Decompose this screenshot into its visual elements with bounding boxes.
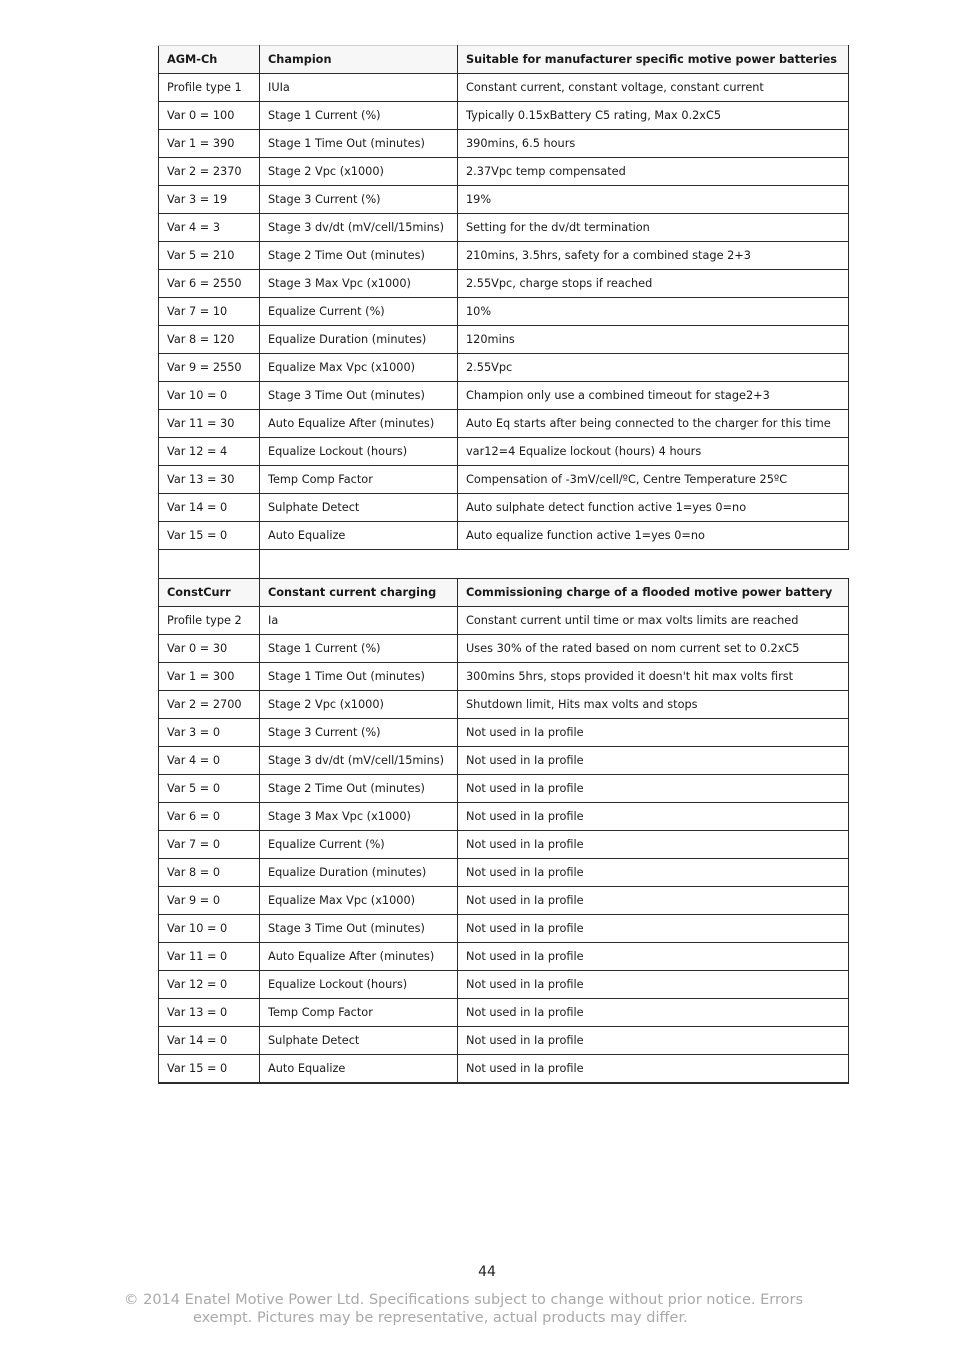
- table-cell: Sulphate Detect: [260, 494, 458, 522]
- table-cell: Var 1 = 390: [159, 130, 260, 158]
- table-cell: Var 9 = 0: [159, 887, 260, 915]
- table-cell: Var 14 = 0: [159, 494, 260, 522]
- table-cell: Not used in Ia profile: [458, 1055, 849, 1084]
- table-cell: Stage 1 Time Out (minutes): [260, 130, 458, 158]
- table-row: [159, 803, 849, 831]
- table-cell: Stage 2 Vpc (x1000): [260, 158, 458, 186]
- table-row: [159, 663, 849, 691]
- table-cell: Var 2 = 2700: [159, 691, 260, 719]
- table-cell: Var 6 = 2550: [159, 270, 260, 298]
- copyright-footer: [120, 1291, 820, 1327]
- table-row: [159, 635, 849, 663]
- table-cell: IUIa: [260, 74, 458, 102]
- agm-table-body: [159, 46, 849, 550]
- table-cell: Stage 3 Max Vpc (x1000): [260, 270, 458, 298]
- table-cell: Var 5 = 210: [159, 242, 260, 270]
- table-cell: Stage 3 Time Out (minutes): [260, 915, 458, 943]
- table-cell: Not used in Ia profile: [458, 915, 849, 943]
- table-cell: Var 10 = 0: [159, 915, 260, 943]
- table-cell: Var 12 = 0: [159, 971, 260, 999]
- table-cell: 390mins, 6.5 hours: [458, 130, 849, 158]
- table-cell: Var 10 = 0: [159, 382, 260, 410]
- table-cell: Not used in Ia profile: [458, 831, 849, 859]
- footer-line-1: © 2014 Enatel Motive Power Ltd. Specifications subject to change without prior notice. Errors: [124, 1292, 804, 1308]
- table-cell: Ia: [260, 607, 458, 635]
- table-cell: Var 7 = 10: [159, 298, 260, 326]
- table-cell: Var 7 = 0: [159, 831, 260, 859]
- table-cell: Var 11 = 30: [159, 410, 260, 438]
- table-row: [159, 1027, 849, 1055]
- table-row: [159, 999, 849, 1027]
- table-row: [159, 270, 849, 298]
- table-row: [159, 719, 849, 747]
- table-cell: Var 2 = 2370: [159, 158, 260, 186]
- table-row: [159, 354, 849, 382]
- table-cell: 300mins 5hrs, stops provided it doesn't hit max volts first: [458, 663, 849, 691]
- table-cell: Var 8 = 0: [159, 859, 260, 887]
- table-row: [159, 971, 849, 999]
- table-cell: Setting for the dv/dt termination: [458, 214, 849, 242]
- table-cell: Var 3 = 19: [159, 186, 260, 214]
- table-cell: Var 13 = 30: [159, 466, 260, 494]
- table-cell: Not used in Ia profile: [458, 747, 849, 775]
- table-cell: Var 11 = 0: [159, 943, 260, 971]
- table-cell: Stage 1 Current (%): [260, 635, 458, 663]
- table-cell: Auto sulphate detect function active 1=yes 0=no: [458, 494, 849, 522]
- table-row: [159, 775, 849, 803]
- table-cell: Sulphate Detect: [260, 1027, 458, 1055]
- table-cell: Not used in Ia profile: [458, 775, 849, 803]
- table-row: [159, 859, 849, 887]
- table-cell: Champion only use a combined timeout for stage2+3: [458, 382, 849, 410]
- table-row: [159, 326, 849, 354]
- table-cell: Var 4 = 0: [159, 747, 260, 775]
- table-cell: 120mins: [458, 326, 849, 354]
- table-cell: Equalize Max Vpc (x1000): [260, 354, 458, 382]
- table-row: [159, 438, 849, 466]
- footer-line-2: exempt. Pictures may be representative, actual products may differ.: [193, 1310, 688, 1326]
- table-cell: 2.55Vpc: [458, 354, 849, 382]
- table-row: [159, 943, 849, 971]
- table-cell: Var 0 = 100: [159, 102, 260, 130]
- table-cell: Not used in Ia profile: [458, 887, 849, 915]
- table-cell: Equalize Lockout (hours): [260, 438, 458, 466]
- table-header-row: [159, 46, 849, 74]
- table-cell: Var 6 = 0: [159, 803, 260, 831]
- table-cell: Profile type 1: [159, 74, 260, 102]
- constant-current-profile-table: [158, 578, 849, 1084]
- agm-charge-profile-table: [158, 45, 849, 550]
- table-cell: Auto Equalize: [260, 1055, 458, 1084]
- table-header-row: [159, 579, 849, 607]
- table-cell: Stage 3 dv/dt (mV/cell/15mins): [260, 214, 458, 242]
- table-cell: 210mins, 3.5hrs, safety for a combined stage 2+3: [458, 242, 849, 270]
- page-number: 44: [478, 1264, 496, 1280]
- table-row: [159, 915, 849, 943]
- table-row: [159, 102, 849, 130]
- column-header: Constant current charging: [260, 579, 458, 607]
- table-cell: Not used in Ia profile: [458, 803, 849, 831]
- table-cell: Not used in Ia profile: [458, 719, 849, 747]
- table-row: [159, 74, 849, 102]
- table-cell: 10%: [458, 298, 849, 326]
- table-row: [159, 747, 849, 775]
- column-header: Suitable for manufacturer specific motive power batteries: [458, 46, 849, 74]
- table-cell: Stage 2 Time Out (minutes): [260, 775, 458, 803]
- table-cell: Not used in Ia profile: [458, 999, 849, 1027]
- table-cell: Not used in Ia profile: [458, 1027, 849, 1055]
- table-cell: Stage 1 Current (%): [260, 102, 458, 130]
- table-cell: Constant current, constant voltage, constant current: [458, 74, 849, 102]
- table-cell: Equalize Current (%): [260, 831, 458, 859]
- table-cell: Var 4 = 3: [159, 214, 260, 242]
- table-cell: Auto equalize function active 1=yes 0=no: [458, 522, 849, 550]
- table-row: [159, 410, 849, 438]
- table-cell: Temp Comp Factor: [260, 466, 458, 494]
- table-cell: Stage 3 Current (%): [260, 186, 458, 214]
- table-cell: Equalize Duration (minutes): [260, 859, 458, 887]
- table-cell: Var 15 = 0: [159, 1055, 260, 1084]
- table-cell: Equalize Lockout (hours): [260, 971, 458, 999]
- table-cell: Var 12 = 4: [159, 438, 260, 466]
- table-row: [159, 607, 849, 635]
- table-row: [159, 186, 849, 214]
- table-row: [159, 494, 849, 522]
- column-header: Commissioning charge of a flooded motive power battery: [458, 579, 849, 607]
- table-cell: Var 15 = 0: [159, 522, 260, 550]
- table-row: [159, 831, 849, 859]
- table-row: [159, 382, 849, 410]
- table-cell: Var 8 = 120: [159, 326, 260, 354]
- table-cell: Auto Equalize: [260, 522, 458, 550]
- table-cell: 19%: [458, 186, 849, 214]
- table-row: [159, 158, 849, 186]
- table-cell: Not used in Ia profile: [458, 859, 849, 887]
- table-row: [159, 130, 849, 158]
- table-cell: Stage 3 Max Vpc (x1000): [260, 803, 458, 831]
- table-cell: Profile type 2: [159, 607, 260, 635]
- table-cell: Constant current until time or max volts limits are reached: [458, 607, 849, 635]
- table-row: [159, 466, 849, 494]
- table-cell: 2.37Vpc temp compensated: [458, 158, 849, 186]
- table-cell: Stage 3 dv/dt (mV/cell/15mins): [260, 747, 458, 775]
- table-cell: 2.55Vpc, charge stops if reached: [458, 270, 849, 298]
- column-header: Champion: [260, 46, 458, 74]
- table-row: [159, 691, 849, 719]
- table-cell: Var 3 = 0: [159, 719, 260, 747]
- table-cell: Var 9 = 2550: [159, 354, 260, 382]
- table-cell: Stage 3 Current (%): [260, 719, 458, 747]
- table-cell: Uses 30% of the rated based on nom current set to 0.2xC5: [458, 635, 849, 663]
- table-cell: Var 0 = 30: [159, 635, 260, 663]
- column-header: ConstCurr: [159, 579, 260, 607]
- table-cell: Var 1 = 300: [159, 663, 260, 691]
- table-cell: Stage 2 Vpc (x1000): [260, 691, 458, 719]
- table-cell: var12=4 Equalize lockout (hours) 4 hours: [458, 438, 849, 466]
- table-row: [159, 242, 849, 270]
- table-cell: Var 5 = 0: [159, 775, 260, 803]
- table-cell: Stage 3 Time Out (minutes): [260, 382, 458, 410]
- table-cell: Var 14 = 0: [159, 1027, 260, 1055]
- table-row: [159, 214, 849, 242]
- table-cell: Auto Eq starts after being connected to the charger for this time: [458, 410, 849, 438]
- table-cell: Equalize Current (%): [260, 298, 458, 326]
- table-cell: Not used in Ia profile: [458, 971, 849, 999]
- table-cell: Stage 2 Time Out (minutes): [260, 242, 458, 270]
- table-cell: Compensation of -3mV/cell/ºC, Centre Temperature 25ºC: [458, 466, 849, 494]
- const-table-body: [159, 579, 849, 1084]
- table-cell: Shutdown limit, Hits max volts and stops: [458, 691, 849, 719]
- table-cell: Equalize Duration (minutes): [260, 326, 458, 354]
- table-cell: Stage 1 Time Out (minutes): [260, 663, 458, 691]
- table-row: [159, 1055, 849, 1084]
- table-cell: Equalize Max Vpc (x1000): [260, 887, 458, 915]
- table-cell: Not used in Ia profile: [458, 943, 849, 971]
- table-cell: Typically 0.15xBattery C5 rating, Max 0.2xC5: [458, 102, 849, 130]
- table-cell: Auto Equalize After (minutes): [260, 410, 458, 438]
- column-header: AGM-Ch: [159, 46, 260, 74]
- table-cell: Auto Equalize After (minutes): [260, 943, 458, 971]
- table-row: [159, 522, 849, 550]
- table-row: [159, 887, 849, 915]
- table-spacer-cell: [158, 550, 260, 578]
- table-cell: Temp Comp Factor: [260, 999, 458, 1027]
- table-cell: Var 13 = 0: [159, 999, 260, 1027]
- table-row: [159, 298, 849, 326]
